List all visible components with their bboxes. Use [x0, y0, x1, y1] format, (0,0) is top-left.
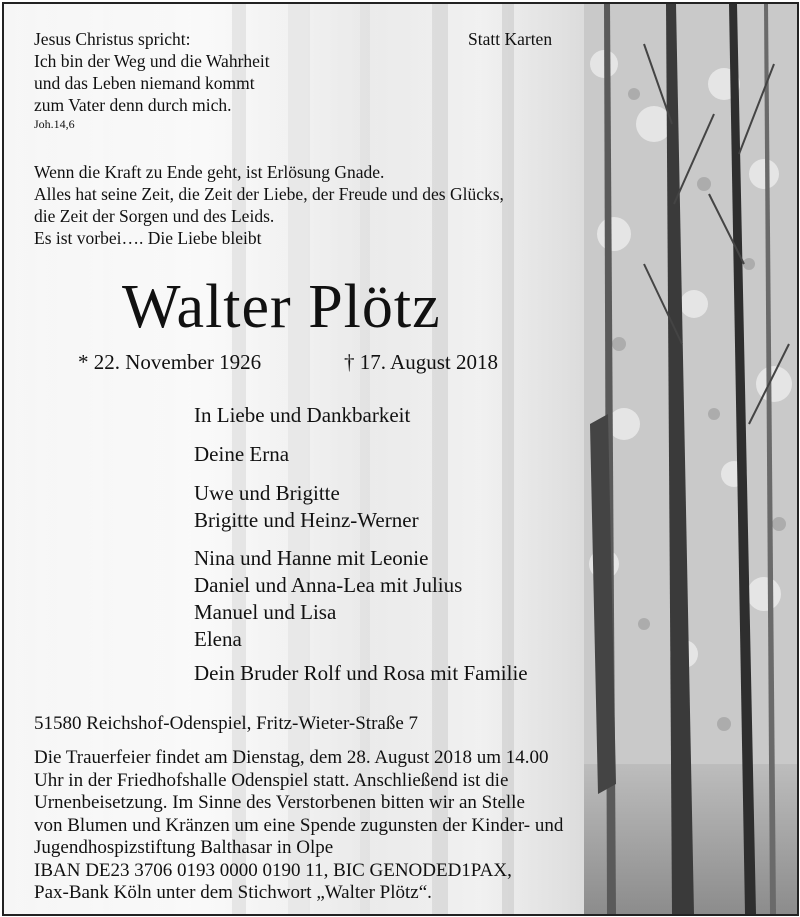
- statt-karten-label: Statt Karten: [468, 29, 553, 49]
- sibling-name: Dein Bruder Rolf und Rosa mit Familie: [194, 661, 528, 685]
- children-item: Uwe und Brigitte: [194, 481, 340, 505]
- bible-quote: [34, 28, 270, 116]
- poem-line: die Zeit der Sorgen und des Leids.: [34, 206, 275, 226]
- service-info-line: Jugendhospizstiftung Balthasar in Olpe: [34, 837, 334, 858]
- service-info-line: IBAN DE23 3706 0193 0000 0190 11, BIC GENODED1PAX,: [34, 859, 512, 881]
- service-info-line: Uhr in der Friedhofshalle Odenspiel statt. Anschließend ist die: [34, 769, 509, 791]
- service-info-line: Urnenbeisetzung. Im Sinne des Verstorbenen bitten wir an Stelle: [34, 792, 525, 813]
- children-list: [194, 480, 419, 534]
- poem-line: Alles hat seine Zeit, die Zeit der Liebe, der Freude und des Glücks,: [34, 184, 504, 204]
- service-info: [34, 747, 563, 905]
- service-info-line: Pax-Bank Köln unter dem Stichwort „Walter Plötz“.: [34, 882, 432, 903]
- bible-quote-line: Ich bin der Weg und die Wahrheit: [34, 51, 270, 71]
- grandchildren-item: Daniel und Anna-Lea mit Julius: [194, 573, 463, 597]
- obituary-card: [2, 2, 799, 916]
- address: 51580 Reichshof-Odenspiel, Fritz-Wieter-Straße 7: [34, 713, 419, 734]
- grandchildren-item: Elena: [194, 627, 242, 651]
- bible-reference: Joh.14,6: [34, 117, 75, 131]
- grandchildren-list: [194, 545, 462, 653]
- bible-quote-line: zum Vater denn durch mich.: [34, 95, 232, 115]
- bible-quote-line: und das Leben niemand kommt: [34, 73, 255, 93]
- service-info-line: Die Trauerfeier findet am Dienstag, dem 28. August 2018 um 14.00: [34, 747, 549, 768]
- deceased-name: Walter Plötz: [122, 273, 441, 341]
- birth-date: * 22. November 1926: [78, 350, 262, 374]
- bible-quote-line: Jesus Christus spricht:: [34, 29, 191, 49]
- children-item: Brigitte und Heinz-Werner: [194, 508, 419, 532]
- poem-line: Wenn die Kraft zu Ende geht, ist Erlösung Gnade.: [34, 162, 385, 182]
- spouse-name: Deine Erna: [194, 442, 290, 466]
- poem: [34, 161, 504, 249]
- death-date: † 17. August 2018: [344, 350, 499, 374]
- poem-line: Es ist vorbei…. Die Liebe bleibt: [34, 228, 262, 248]
- mourners-intro: In Liebe und Dankbarkeit: [194, 403, 411, 427]
- service-info-line: von Blumen und Kränzen um eine Spende zugunsten der Kinder- und: [34, 814, 564, 836]
- grandchildren-item: Nina und Hanne mit Leonie: [194, 546, 429, 570]
- grandchildren-item: Manuel und Lisa: [194, 600, 337, 624]
